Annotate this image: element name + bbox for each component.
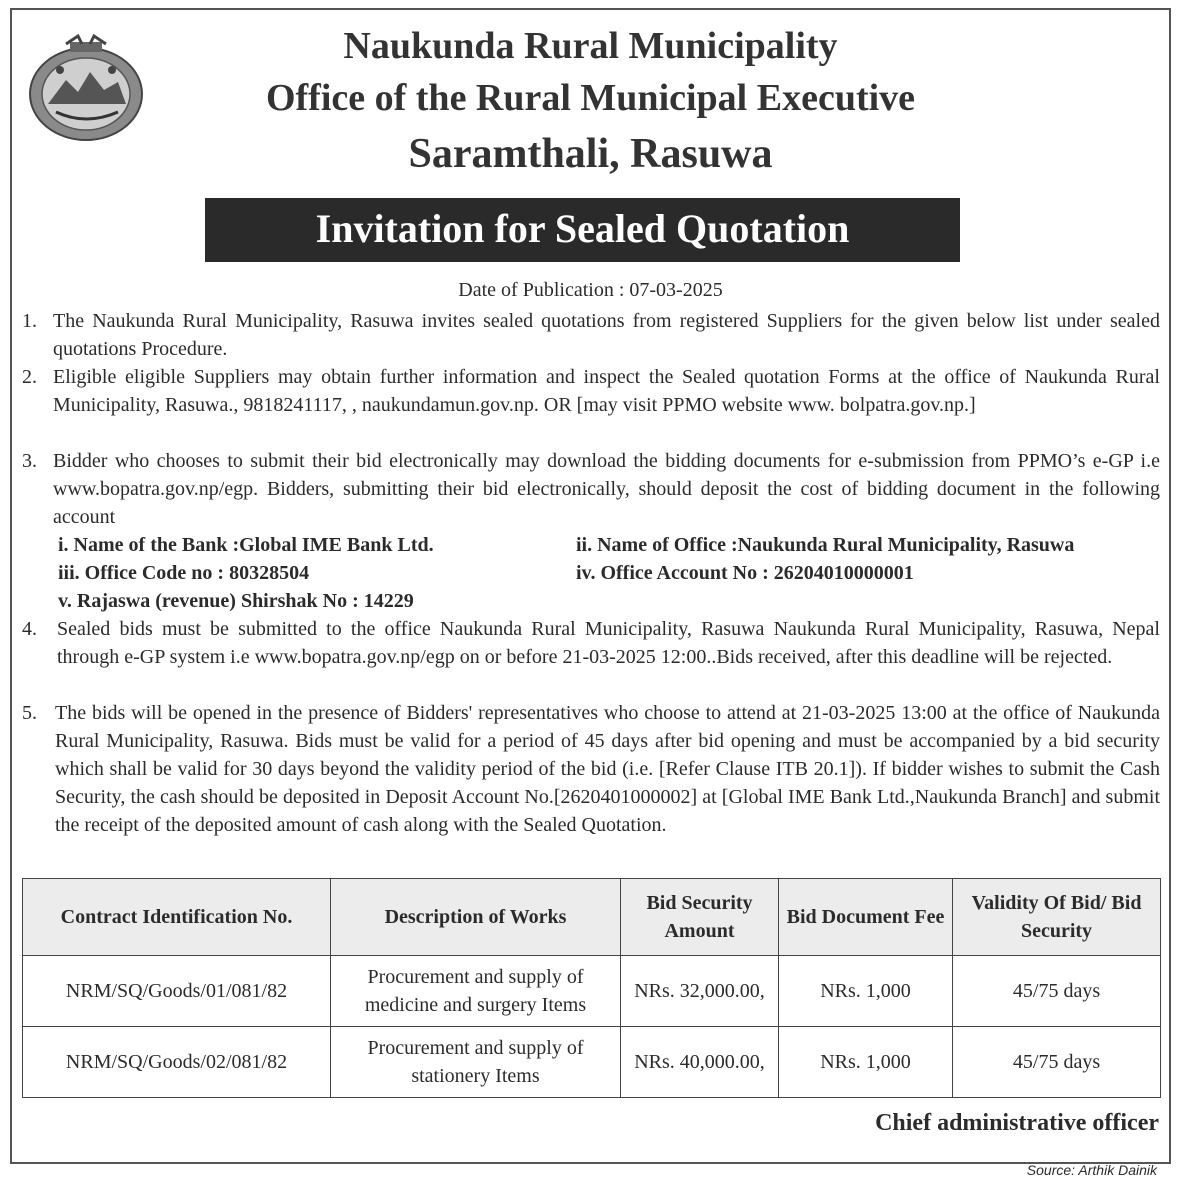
works-table (22, 878, 1161, 1098)
table-row (23, 1027, 1161, 1098)
paragraph-2 (22, 363, 1160, 419)
description-cell: Procurement and supply of stationery Items (331, 1027, 621, 1098)
header-document-fee: Bid Document Fee (779, 879, 953, 956)
table-header-row (23, 879, 1161, 956)
paragraph-number: 5. (22, 702, 37, 724)
office-account-number: iv. Office Account No : 26204010000001 (576, 562, 914, 584)
document-fee-cell: NRs. 1,000 (779, 956, 953, 1027)
office-name: Office of the Rural Municipal Executive (265, 77, 916, 119)
description-cell: Procurement and supply of medicine and surgery Items (331, 956, 621, 1027)
paragraph-number: 2. (22, 366, 37, 388)
paragraph-text: Eligible eligible Suppliers may obtain further information and inspect the Sealed quotation Forms at the office of Naukunda Rural Municipality, Rasuwa., 9818241117, , naukundamun.gov.np. OR [may visit PPMO website www. bolpatra.gov.np.] (53, 366, 1160, 416)
paragraph-number: 4. (22, 618, 37, 640)
bid-security-cell: NRs. 40,000.00, (621, 1027, 779, 1098)
paragraph-5 (22, 699, 1160, 839)
paragraph-number: 1. (22, 310, 37, 332)
contract-id-cell: NRM/SQ/Goods/02/081/82 (23, 1027, 331, 1098)
rajaswa-shirshak: v. Rajaswa (revenue) Shirshak No : 14229 (58, 590, 414, 612)
header-validity: Validity Of Bid/ Bid Security (953, 879, 1161, 956)
signature-title: Chief administrative officer (875, 1110, 1159, 1136)
paragraph-text: The bids will be opened in the presence of Bidders' representatives who choose to attend at 21-03-2025 13:00 at the office of Naukunda Rural Municipality, Rasuwa. Bids must be valid for a period of 45 days after bid opening and must be accompanied by a bid security which shall be valid for 30 days beyond the validity period of the bid (i.e. [Refer Clause ITB 20.1]). If bidder wishes to submit the Cash Security, the cash should be deposited in Deposit Account No.[2620401000002] at [Global IME Bank Ltd.,Naukunda Branch] and submit the receipt of the deposited amount of cash along with the Sealed Quotation. (55, 702, 1160, 836)
notice-title-banner: Invitation for Sealed Quotation (205, 198, 960, 262)
office-code: iii. Office Code no : 80328504 (58, 562, 310, 584)
paragraph-text: Sealed bids must be submitted to the office Naukunda Rural Municipality, Rasuwa Naukunda Rural Municipality, Rasuwa, Nepal through e-GP system i.e www.bopatra.gov.np/egp on or before 21-03-2025 12:00..Bids received, after this deadline will be rejected. (57, 618, 1160, 668)
bank-name: i. Name of the Bank :Global IME Bank Ltd. (58, 534, 434, 556)
document-fee-cell: NRs. 1,000 (779, 1027, 953, 1098)
paragraph-3 (22, 447, 1160, 531)
paragraph-text: The Naukunda Rural Municipality, Rasuwa invites sealed quotations from registered Suppliers for the given below list under sealed quotations Procedure. (53, 310, 1160, 360)
validity-cell: 45/75 days (953, 956, 1161, 1027)
publication-date: Date of Publication : 07-03-2025 (458, 279, 723, 301)
header-description: Description of Works (331, 879, 621, 956)
paragraph-4 (22, 615, 1160, 671)
bid-security-cell: NRs. 32,000.00, (621, 956, 779, 1027)
source-credit: Source: Arthik Dainik (1026, 1162, 1157, 1178)
validity-cell: 45/75 days (953, 1027, 1161, 1098)
paragraph-1 (22, 307, 1160, 363)
header-contract-id: Contract Identification No. (23, 879, 331, 956)
office-location: Saramthali, Rasuwa (408, 131, 773, 177)
table-row (23, 956, 1161, 1027)
municipality-name: Naukunda Rural Municipality (343, 25, 838, 67)
contract-id-cell: NRM/SQ/Goods/01/081/82 (23, 956, 331, 1027)
office-name-account: ii. Name of Office :Naukunda Rural Municipality, Rasuwa (576, 534, 1075, 556)
header-bid-security: Bid Security Amount (621, 879, 779, 956)
paragraph-text: Bidder who chooses to submit their bid electronically may download the bidding documents for e-submission from PPMO’s e-GP i.e www.bopatra.gov.np/egp. Bidders, submitting their bid electronically, should deposit the cost of bidding document in the following account (53, 450, 1160, 528)
paragraph-number: 3. (22, 450, 37, 472)
